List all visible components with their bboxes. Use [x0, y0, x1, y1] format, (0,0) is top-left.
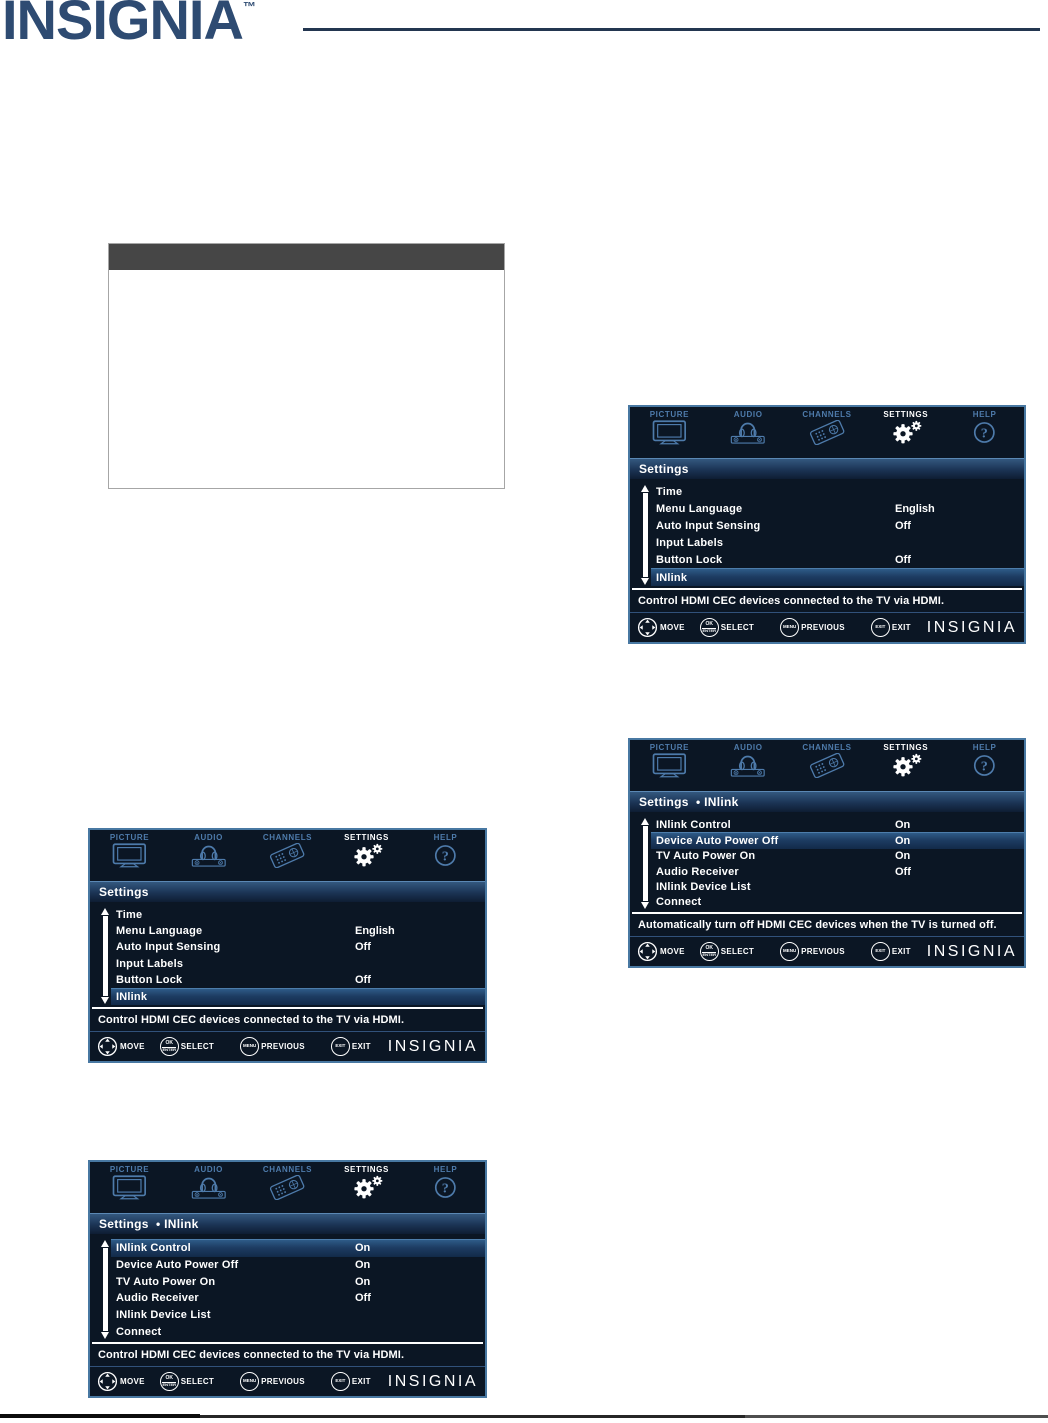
- exit-label: EXIT: [351, 1042, 371, 1051]
- item-label: Connect: [656, 896, 702, 909]
- item-label: TV Auto Power On: [656, 850, 756, 863]
- previous-control: [240, 1372, 305, 1391]
- remote-icon: [808, 420, 846, 445]
- menu-item-auto-input-sensing[interactable]: [111, 939, 485, 955]
- menu-item-device-auto-power-off[interactable]: [111, 1257, 485, 1274]
- dpad-icon: [637, 617, 658, 638]
- control-bar: [90, 1032, 485, 1061]
- ok-enter-button-icon: [160, 1037, 179, 1056]
- tv-settings-screenshot: [88, 828, 487, 1063]
- menu-text: MENU: [783, 624, 797, 630]
- item-label: INlink: [116, 990, 148, 1003]
- scroll-track[interactable]: [643, 826, 648, 901]
- ok-text: OK: [165, 1375, 174, 1382]
- item-value: On: [895, 818, 911, 831]
- scroll-track[interactable]: [103, 916, 108, 996]
- headphones-icon: [729, 420, 767, 445]
- question-icon: [432, 843, 459, 868]
- headphones-icon: [729, 753, 767, 778]
- gear-icon: [888, 420, 923, 445]
- item-value: Off: [895, 553, 911, 566]
- item-label: Input Labels: [656, 536, 724, 549]
- scroll-up-icon[interactable]: [641, 818, 649, 825]
- menu-item-tv-auto-power-on[interactable]: [111, 1273, 485, 1290]
- placeholder-box: [108, 243, 505, 489]
- scroll-track[interactable]: [643, 493, 648, 577]
- tab-label: HELP: [433, 833, 458, 842]
- tab-audio[interactable]: [709, 410, 788, 456]
- remote-icon: [268, 843, 306, 868]
- item-label: Connect: [116, 1325, 162, 1338]
- tv-settings-screenshot: [628, 405, 1026, 644]
- tab-picture[interactable]: [630, 743, 709, 789]
- item-label: INlink Device List: [656, 880, 751, 893]
- ok-enter-button-icon: [700, 942, 719, 961]
- tab-settings[interactable]: [327, 1165, 406, 1211]
- item-label: Audio Receiver: [656, 865, 739, 878]
- item-value: On: [355, 1275, 371, 1288]
- exit-text: EXIT: [875, 948, 886, 954]
- ok-text: OK: [165, 1040, 174, 1047]
- previous-label: PREVIOUS: [261, 1042, 305, 1051]
- tab-label: AUDIO: [194, 833, 223, 842]
- scroll-up-icon[interactable]: [641, 485, 649, 492]
- select-control: [700, 942, 754, 961]
- menu-item-inlink-device-list[interactable]: [651, 879, 1024, 894]
- menu-list: [630, 812, 1024, 912]
- previous-control: [780, 618, 845, 637]
- dpad-icon: [637, 941, 658, 962]
- item-label: Auto Input Sensing: [656, 520, 761, 533]
- exit-text: EXIT: [335, 1378, 346, 1384]
- previous-label: PREVIOUS: [801, 947, 845, 956]
- menu-item-time[interactable]: [111, 907, 485, 923]
- menu-item-connect[interactable]: [651, 895, 1024, 910]
- menu-tab-bar: [630, 740, 1024, 789]
- menu-item-audio-receiver[interactable]: [111, 1290, 485, 1307]
- insignia-wordmark: INSIGNIA: [926, 618, 1017, 636]
- item-label: Audio Receiver: [116, 1292, 199, 1305]
- insignia-wordmark: INSIGNIA: [387, 1037, 478, 1055]
- item-label: Menu Language: [116, 925, 203, 938]
- menu-item-connect[interactable]: [111, 1323, 485, 1340]
- item-label: Button Lock: [116, 973, 183, 986]
- menu-list: [90, 902, 485, 1007]
- scroll-up-icon[interactable]: [101, 908, 109, 915]
- previous-control: [780, 942, 845, 961]
- select-label: SELECT: [180, 1042, 215, 1051]
- tab-audio[interactable]: [169, 833, 248, 879]
- item-label: Menu Language: [656, 503, 743, 516]
- item-label: INlink Device List: [116, 1309, 211, 1322]
- tab-help[interactable]: [945, 743, 1024, 789]
- exit-control: [331, 1372, 371, 1391]
- tab-help[interactable]: [406, 833, 485, 879]
- menu-list: [90, 1234, 485, 1342]
- ok-text: OK: [705, 945, 714, 952]
- scrollbar[interactable]: [643, 486, 648, 584]
- ok-enter-button-icon: [160, 1372, 179, 1391]
- exit-text: EXIT: [875, 624, 886, 630]
- header-rule: [303, 28, 1040, 31]
- previous-label: PREVIOUS: [261, 1377, 305, 1386]
- tab-channels[interactable]: [248, 1165, 327, 1211]
- menu-item-tv-auto-power-on[interactable]: [651, 849, 1024, 864]
- gear-icon: [888, 753, 923, 778]
- gear-icon: [349, 1175, 384, 1200]
- scroll-up-icon[interactable]: [101, 1240, 109, 1247]
- enter-text: ENTER: [162, 1046, 177, 1052]
- select-label: SELECT: [720, 623, 755, 632]
- question-icon: [432, 1175, 459, 1200]
- exit-control: [331, 1037, 371, 1056]
- menu-item-audio-receiver[interactable]: [651, 864, 1024, 879]
- remote-icon: [808, 753, 846, 778]
- tab-help[interactable]: [406, 1165, 485, 1211]
- select-control: [160, 1037, 214, 1056]
- tab-label: HELP: [972, 743, 997, 752]
- control-bar: [630, 937, 1024, 966]
- move-label: MOVE: [660, 947, 685, 956]
- scroll-down-icon[interactable]: [101, 1332, 109, 1339]
- tv-icon: [111, 1175, 148, 1200]
- scroll-track[interactable]: [103, 1248, 108, 1331]
- enter-text: ENTER: [162, 1381, 177, 1387]
- select-control: [700, 618, 754, 637]
- item-value: Off: [355, 1292, 371, 1305]
- menu-item-button-lock[interactable]: [651, 551, 1024, 568]
- tab-audio[interactable]: [169, 1165, 248, 1211]
- scroll-down-icon[interactable]: [641, 902, 649, 909]
- insignia-wordmark: INSIGNIA: [926, 942, 1017, 960]
- move-label: MOVE: [660, 623, 685, 632]
- menu-button-icon: [780, 618, 799, 637]
- menu-button-icon: [240, 1372, 259, 1391]
- tv-icon: [651, 753, 688, 778]
- menu-item-input-labels[interactable]: [651, 534, 1024, 551]
- menu-button-icon: [240, 1037, 259, 1056]
- tab-label: PICTURE: [109, 833, 150, 842]
- select-control: [160, 1372, 214, 1391]
- help-text: Automatically turn off HDMI CEC devices when the TV is turned off.: [630, 914, 1024, 937]
- exit-control: [871, 942, 911, 961]
- item-value: Off: [895, 865, 911, 878]
- item-value: English: [355, 925, 395, 938]
- tab-settings[interactable]: [866, 743, 945, 789]
- exit-label: EXIT: [891, 623, 911, 632]
- menu-list: [630, 479, 1024, 588]
- menu-item-inlink-device-list[interactable]: [111, 1307, 485, 1324]
- scroll-down-icon[interactable]: [641, 578, 649, 585]
- insignia-logo: INSIGNIA™: [2, 0, 256, 51]
- item-label: Time: [656, 486, 683, 499]
- menu-tab-bar: [90, 1162, 485, 1211]
- item-label: INlink Control: [116, 1242, 191, 1255]
- tab-label: SETTINGS: [344, 833, 389, 842]
- item-label: Device Auto Power Off: [116, 1259, 239, 1271]
- item-label: TV Auto Power On: [116, 1275, 216, 1288]
- scrollbar[interactable]: [103, 1241, 108, 1338]
- move-label: MOVE: [120, 1377, 145, 1386]
- menu-tab-bar: [90, 830, 485, 879]
- gear-icon: [349, 843, 384, 868]
- tv-icon: [111, 843, 148, 868]
- exit-button-icon: [331, 1037, 350, 1056]
- menu-item-inlink-selected[interactable]: [111, 988, 485, 1005]
- headphones-icon: [190, 843, 228, 868]
- menu-item-inlink-control-selected[interactable]: [111, 1239, 485, 1257]
- tab-label: HELP: [433, 1165, 458, 1174]
- tab-settings[interactable]: [327, 833, 406, 879]
- tab-label: PICTURE: [649, 410, 690, 419]
- tab-label: PICTURE: [649, 743, 690, 752]
- item-label: Input Labels: [116, 957, 184, 970]
- menu-title: Settings • INlink: [90, 1213, 485, 1234]
- item-value: On: [895, 850, 911, 863]
- ok-text: OK: [705, 621, 714, 628]
- tab-help[interactable]: [945, 410, 1024, 456]
- scroll-down-icon[interactable]: [101, 997, 109, 1004]
- exit-text: EXIT: [335, 1043, 346, 1049]
- item-value: Off: [895, 520, 911, 533]
- menu-item-button-lock[interactable]: [111, 972, 485, 988]
- move-control: [97, 1371, 145, 1392]
- help-text: Control HDMI CEC devices connected to the TV via HDMI.: [90, 1009, 485, 1032]
- item-label: Time: [116, 909, 143, 922]
- item-label: INlink: [656, 571, 688, 584]
- footer-rule-segment: [200, 1415, 745, 1418]
- question-icon: [971, 753, 998, 778]
- question-icon: [971, 420, 998, 445]
- item-value: English: [895, 503, 935, 516]
- previous-label: PREVIOUS: [801, 623, 845, 632]
- menu-item-inlink-selected[interactable]: [651, 568, 1024, 586]
- item-label: INlink Control: [656, 818, 731, 831]
- menu-item-time[interactable]: [651, 484, 1024, 501]
- tab-label: SETTINGS: [344, 1165, 389, 1174]
- menu-item-auto-input-sensing[interactable]: [651, 518, 1024, 535]
- headphones-icon: [190, 1175, 228, 1200]
- tab-label: CHANNELS: [802, 410, 852, 419]
- exit-control: [871, 618, 911, 637]
- tab-label: HELP: [972, 410, 997, 419]
- exit-label: EXIT: [891, 947, 911, 956]
- item-label: Device Auto Power Off: [656, 834, 779, 847]
- tab-label: AUDIO: [194, 1165, 223, 1174]
- move-control: [637, 941, 685, 962]
- dpad-icon: [97, 1371, 118, 1392]
- item-value: Off: [355, 941, 371, 954]
- tv-inlink-screenshot: [88, 1160, 487, 1398]
- menu-title: Settings: [90, 881, 485, 902]
- tab-picture[interactable]: [630, 410, 709, 456]
- menu-title: Settings: [630, 458, 1024, 479]
- menu-text: MENU: [243, 1043, 257, 1049]
- tab-label: SETTINGS: [883, 743, 929, 752]
- move-label: MOVE: [120, 1042, 145, 1051]
- ok-enter-button-icon: [700, 618, 719, 637]
- menu-title: Settings • INlink: [630, 791, 1024, 812]
- menu-text: MENU: [243, 1378, 257, 1384]
- tv-icon: [651, 420, 688, 445]
- tab-label: AUDIO: [733, 410, 763, 419]
- tab-label: PICTURE: [109, 1165, 150, 1174]
- remote-icon: [268, 1175, 306, 1200]
- exit-label: EXIT: [351, 1377, 371, 1386]
- tv-inlink-screenshot: [628, 738, 1026, 968]
- tab-picture[interactable]: [90, 1165, 169, 1211]
- item-value: On: [355, 1242, 371, 1255]
- menu-item-menu-language[interactable]: [651, 501, 1024, 518]
- item-label: Auto Input Sensing: [116, 941, 221, 954]
- tab-channels[interactable]: [248, 833, 327, 879]
- exit-button-icon: [871, 618, 890, 637]
- tab-audio[interactable]: [709, 743, 788, 789]
- control-bar: [90, 1367, 485, 1396]
- exit-button-icon: [331, 1372, 350, 1391]
- item-value: On: [355, 1259, 371, 1271]
- insignia-wordmark: INSIGNIA: [387, 1372, 478, 1390]
- menu-button-icon: [780, 942, 799, 961]
- tab-label: SETTINGS: [883, 410, 929, 419]
- scrollbar[interactable]: [103, 909, 108, 1003]
- placeholder-box-header: [109, 244, 504, 270]
- dpad-icon: [97, 1036, 118, 1057]
- move-control: [97, 1036, 145, 1057]
- tab-picture[interactable]: [90, 833, 169, 879]
- tab-label: CHANNELS: [262, 1165, 313, 1174]
- menu-item-inlink-control[interactable]: [651, 817, 1024, 832]
- scrollbar[interactable]: [643, 819, 648, 908]
- select-label: SELECT: [180, 1377, 215, 1386]
- trademark-symbol: ™: [242, 0, 256, 14]
- item-value: Off: [355, 973, 371, 986]
- menu-tab-bar: [630, 407, 1024, 456]
- tab-label: CHANNELS: [262, 833, 313, 842]
- enter-text: ENTER: [702, 951, 717, 957]
- menu-item-device-auto-power-off-selected[interactable]: [651, 832, 1024, 848]
- menu-item-input-labels[interactable]: [111, 956, 485, 972]
- menu-item-menu-language[interactable]: [111, 923, 485, 939]
- move-control: [637, 617, 685, 638]
- enter-text: ENTER: [702, 627, 717, 633]
- control-bar: [630, 613, 1024, 642]
- exit-button-icon: [871, 942, 890, 961]
- select-label: SELECT: [720, 947, 755, 956]
- tab-channels[interactable]: [788, 410, 867, 456]
- previous-control: [240, 1037, 305, 1056]
- tab-channels[interactable]: [788, 743, 867, 789]
- tab-label: AUDIO: [733, 743, 763, 752]
- item-value: On: [895, 834, 911, 847]
- item-label: Button Lock: [656, 553, 723, 566]
- help-text: Control HDMI CEC devices connected to the TV via HDMI.: [90, 1344, 485, 1367]
- footer-rule-segment: [0, 1414, 200, 1418]
- help-text: Control HDMI CEC devices connected to the TV via HDMI.: [630, 590, 1024, 613]
- footer-rule-segment: [745, 1415, 1048, 1418]
- menu-text: MENU: [783, 948, 797, 954]
- tab-settings[interactable]: [866, 410, 945, 456]
- tab-label: CHANNELS: [802, 743, 852, 752]
